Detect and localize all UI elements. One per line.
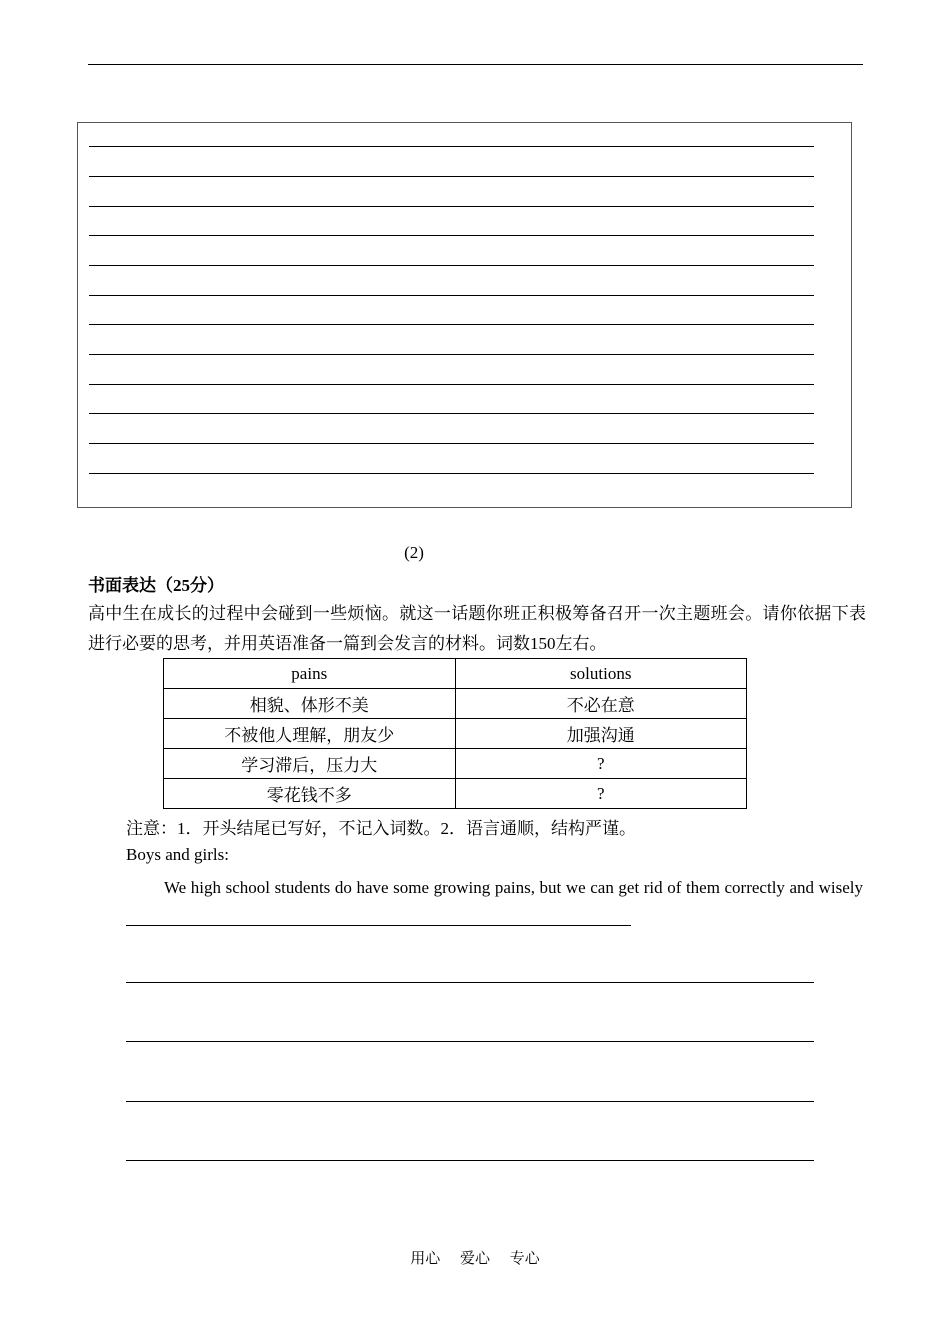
- answer-line: [89, 354, 814, 355]
- answer-line: [89, 176, 814, 177]
- table-row: [164, 689, 747, 719]
- answer-line: [89, 473, 814, 474]
- writing-line[interactable]: [126, 1160, 814, 1161]
- note: 注意：1．开头结尾已写好，不记入词数。2．语言通顺，结构严谨。: [126, 819, 636, 838]
- table-cell: 加强沟通: [455, 719, 747, 749]
- table-cell: 学习滞后，压力大: [164, 749, 456, 779]
- answer-line: [89, 384, 814, 385]
- answer-box: [77, 122, 852, 508]
- answer-line: [89, 295, 814, 296]
- table-row: [164, 719, 747, 749]
- page-footer: 用心 爱心 专心: [410, 1251, 540, 1267]
- table-row: [164, 779, 747, 809]
- essay-greeting: Boys and girls:: [126, 845, 229, 864]
- table-row: [164, 749, 747, 779]
- writing-line[interactable]: [126, 1101, 814, 1102]
- fill-in-blank[interactable]: [126, 907, 631, 926]
- answer-line: [89, 206, 814, 207]
- instructions: 高中生在成长的过程中会碰到一些烦恼。就这一话题你班正积极筹备召开一次主题班会。请你依据下表进行必要的思考，并用英语准备一篇到会发言的材料。词数150左右。: [88, 604, 866, 653]
- table-cell: 相貌、体形不美: [164, 689, 456, 719]
- table-cell: ?: [455, 749, 747, 779]
- header-rule: [88, 64, 863, 65]
- header-cell: pains: [164, 659, 456, 689]
- section-title: 书面表达（25分）: [88, 576, 224, 595]
- table-cell: ?: [455, 779, 747, 809]
- writing-line[interactable]: [126, 1041, 814, 1042]
- table-cell: 不必在意: [455, 689, 747, 719]
- answer-line: [89, 146, 814, 147]
- answer-line: [89, 443, 814, 444]
- table-cell: 不被他人理解，朋友少: [164, 719, 456, 749]
- section-number: (2): [404, 543, 424, 562]
- essay-opening: [126, 873, 863, 931]
- answer-line: [89, 235, 814, 236]
- pains-solutions-table: [163, 658, 747, 809]
- essay-opening-text: We high school students do have some growing pains, but we can get rid of them correctly and wisely: [164, 878, 863, 897]
- table-cell: 零花钱不多: [164, 779, 456, 809]
- writing-line[interactable]: [126, 982, 814, 983]
- table-header-row: [164, 659, 747, 689]
- answer-line: [89, 413, 814, 414]
- answer-line: [89, 265, 814, 266]
- answer-line: [89, 324, 814, 325]
- header-cell: solutions: [455, 659, 747, 689]
